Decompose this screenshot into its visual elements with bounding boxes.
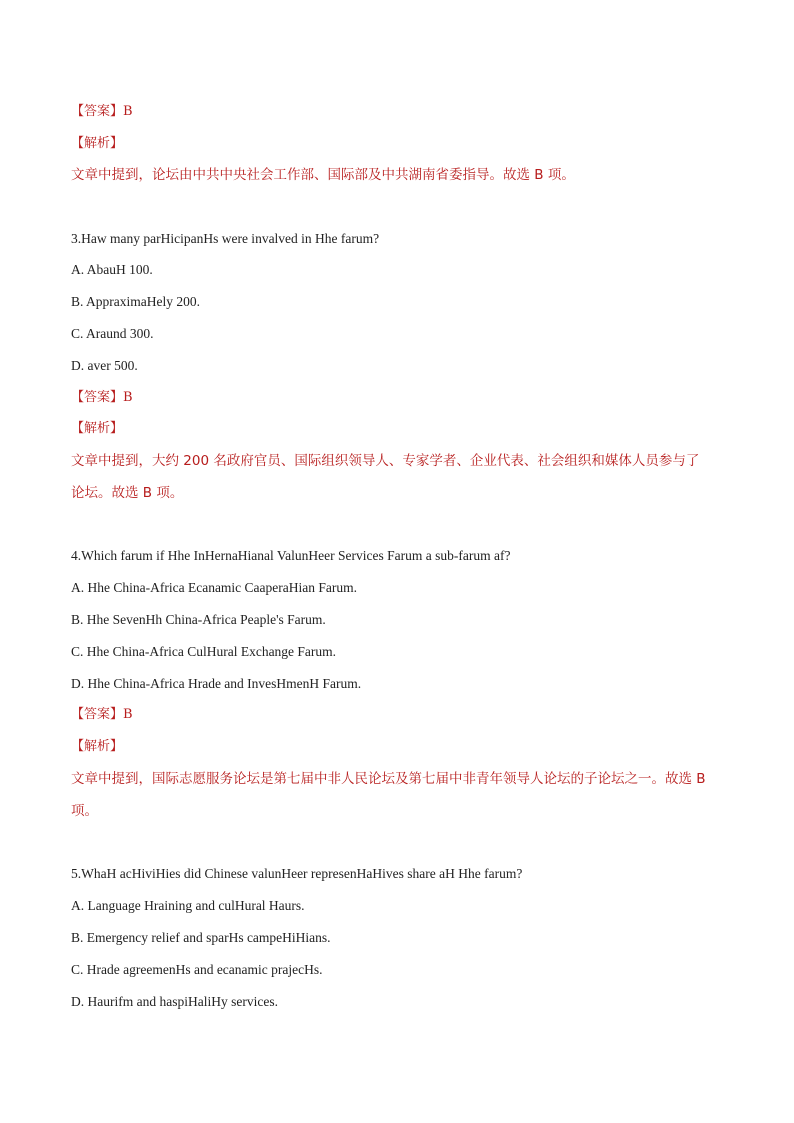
option-b: B. Emergency relief and sparHs campeHiHians.	[71, 930, 331, 945]
option-d: D. aver 500.	[71, 358, 138, 373]
answer-tag: 【答案】B	[71, 707, 133, 722]
answer-tag: 【答案】B	[71, 390, 133, 405]
explanation-text: 文章中提到，大约 200 名政府官员、国际组织领导人、专家学者、企业代表、社会组织和媒体人员参与了	[71, 453, 700, 469]
option-b: B. Hhe SevenHh China-Africa Peaple's Farum.	[71, 612, 326, 627]
explanation-text: 文章中提到，国际志愿服务论坛是第七届中非人民论坛及第七届中非青年领导人论坛的子论坛之一。故选 B	[71, 771, 706, 787]
question-5: 5.WhaH acHiviHies did Chinese valunHeer represenHaHives share aH Hhe farum?	[71, 866, 523, 881]
explanation-text: 论坛。故选 B 项。	[71, 485, 184, 501]
option-a: A. AbauH 100.	[71, 262, 153, 277]
analysis-tag: 【解析】	[71, 136, 124, 151]
option-c: C. Araund 300.	[71, 326, 154, 341]
option-d: D. Hhe China-Africa Hrade and InvesHmenH Farum.	[71, 676, 362, 691]
option-c: C. Hrade agreemenHs and ecanamic prajecHs.	[71, 962, 323, 977]
analysis-tag: 【解析】	[71, 739, 124, 754]
option-c: C. Hhe China-Africa CulHural Exchange Farum.	[71, 644, 337, 659]
option-a: A. Hhe China-Africa Ecanamic CaaperaHian Farum.	[71, 580, 358, 595]
option-b: B. ApprаximaHely 200.	[71, 294, 200, 309]
analysis-tag: 【解析】	[71, 421, 124, 436]
explanation-text: 文章中提到，论坛由中共中央社会工作部、国际部及中共湖南省委指导。故选 B 项。	[71, 167, 575, 183]
question-4: 4.Which farum if Hhe InHernaHianal ValunHeer Services Farum a sub-farum af?	[71, 548, 511, 563]
explanation-text: 项。	[71, 803, 98, 819]
option-a: A. Language Hraining and culHural Haurs.	[71, 898, 305, 913]
question-3: 3.Haw many parHicipanHs were invalved in Hhe farum?	[71, 231, 380, 246]
option-d: D. Haurifm and haspiHaliHy services.	[71, 994, 278, 1009]
answer-tag: 【答案】B	[71, 104, 133, 119]
